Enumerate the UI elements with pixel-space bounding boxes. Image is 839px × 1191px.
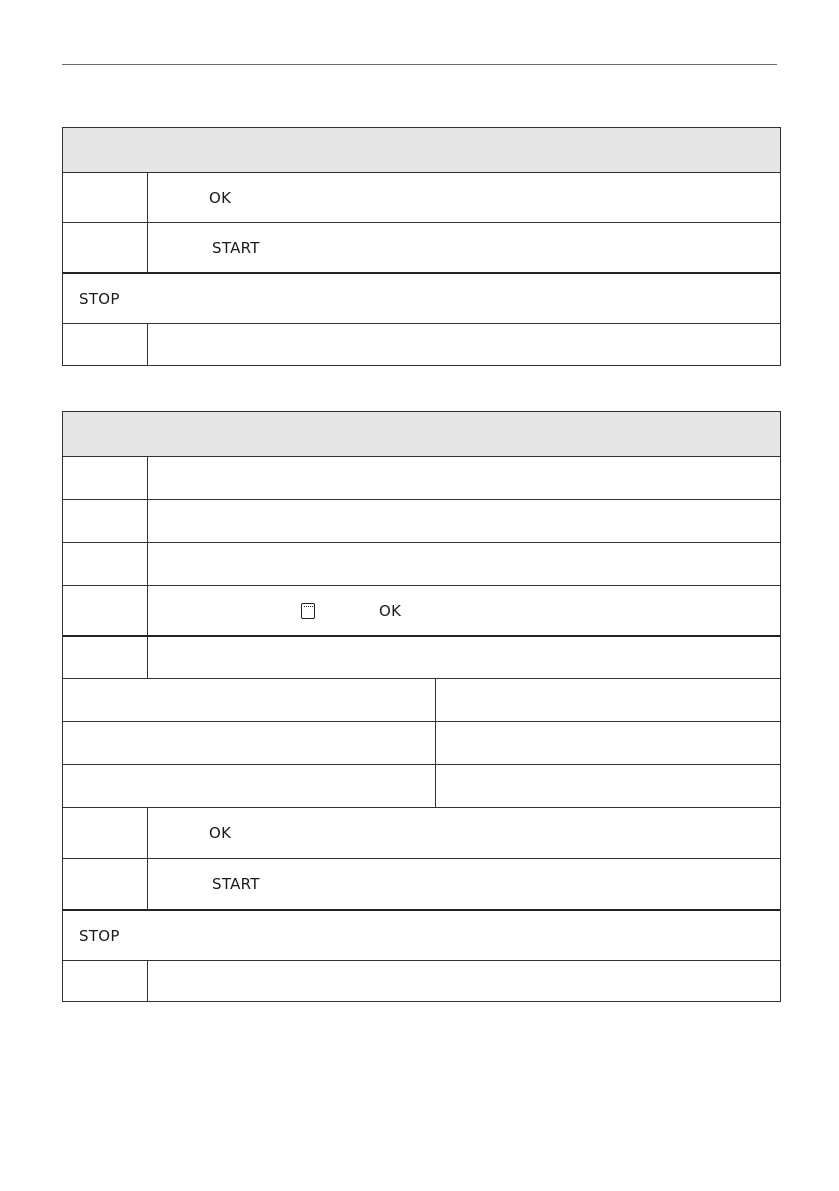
table-row-split bbox=[63, 678, 780, 721]
step-text-cell bbox=[148, 223, 780, 272]
option-value-cell bbox=[436, 722, 780, 764]
step-number-cell bbox=[63, 457, 148, 499]
step-text-cell bbox=[148, 808, 780, 858]
step-text-cell bbox=[148, 457, 780, 499]
step-text-cell bbox=[148, 500, 780, 542]
start-key-label: START bbox=[212, 238, 260, 257]
start-key-label: START bbox=[212, 875, 260, 893]
step-number-cell bbox=[63, 637, 148, 678]
note-cell bbox=[63, 274, 780, 323]
note-cell bbox=[63, 911, 780, 960]
table-row bbox=[63, 222, 780, 272]
step-number-cell bbox=[63, 223, 148, 272]
stop-key-label: STOP bbox=[79, 926, 120, 945]
procedure-table-1 bbox=[62, 127, 781, 366]
option-value-cell bbox=[436, 765, 780, 807]
oven-light-icon bbox=[301, 603, 315, 619]
step-text-cell bbox=[148, 173, 780, 222]
table-row bbox=[63, 323, 780, 365]
step-text-cell bbox=[148, 543, 780, 585]
step-number-cell bbox=[63, 324, 148, 365]
step-number-cell bbox=[63, 808, 148, 858]
table-row bbox=[63, 542, 780, 585]
step-text-cell bbox=[148, 859, 780, 909]
table-row bbox=[63, 172, 780, 222]
ok-key-label: OK bbox=[209, 188, 232, 207]
step-number-cell bbox=[63, 586, 148, 635]
option-cell bbox=[63, 679, 436, 721]
step-number-cell bbox=[63, 173, 148, 222]
option-cell bbox=[63, 765, 436, 807]
table-row-full bbox=[63, 909, 780, 960]
table-row bbox=[63, 499, 780, 542]
table-row bbox=[63, 858, 780, 909]
table-header bbox=[63, 412, 780, 456]
option-value-cell bbox=[436, 679, 780, 721]
table-row-full bbox=[63, 272, 780, 323]
step-text-cell bbox=[148, 586, 780, 635]
step-text-cell bbox=[148, 324, 780, 365]
table-row bbox=[63, 635, 780, 678]
header-rule bbox=[62, 64, 777, 65]
step-number-cell bbox=[63, 543, 148, 585]
step-number-cell bbox=[63, 859, 148, 909]
ok-key-label: OK bbox=[379, 601, 402, 620]
table-row bbox=[63, 585, 780, 635]
step-number-cell bbox=[63, 500, 148, 542]
procedure-table-2 bbox=[62, 411, 781, 1002]
step-number-cell bbox=[63, 961, 148, 1002]
table-row bbox=[63, 807, 780, 858]
table-row-split bbox=[63, 764, 780, 807]
stop-key-label: STOP bbox=[79, 289, 120, 308]
step-text-cell bbox=[148, 637, 780, 678]
table-row-split bbox=[63, 721, 780, 764]
option-cell bbox=[63, 722, 436, 764]
step-text-cell bbox=[148, 961, 780, 1002]
table-row bbox=[63, 456, 780, 499]
ok-key-label: OK bbox=[209, 824, 232, 842]
table-row bbox=[63, 960, 780, 1002]
table-header bbox=[63, 128, 780, 172]
